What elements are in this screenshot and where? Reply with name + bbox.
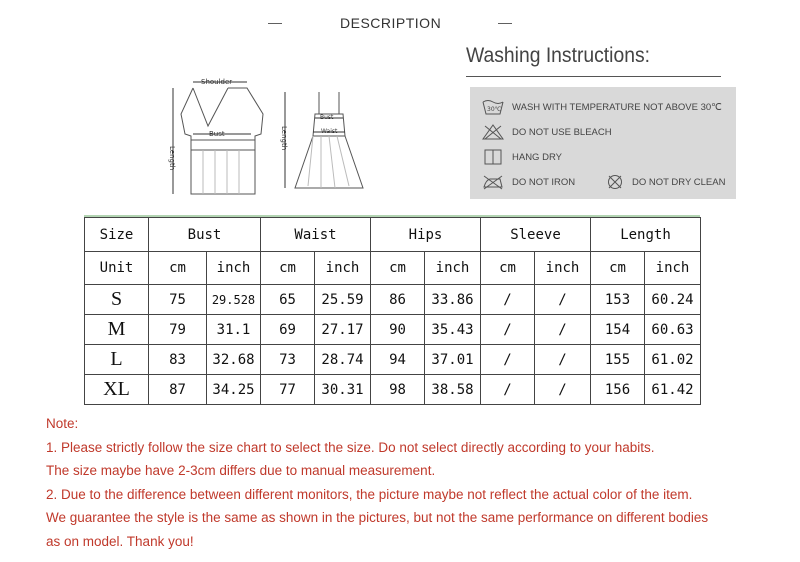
size-label: XL	[85, 375, 149, 405]
wash-item-temperature	[482, 99, 722, 115]
no-iron-icon	[482, 174, 504, 190]
wash-item-bleach-label: DO NOT USE BLEACH	[512, 126, 612, 138]
table-cell: 156	[591, 375, 645, 405]
no-dry-clean-icon	[606, 174, 624, 190]
svg-text:30℃: 30℃	[487, 106, 502, 113]
wash-item-dry-clean	[606, 174, 725, 190]
unit-cell: cm	[149, 252, 207, 285]
unit-cell: cm	[591, 252, 645, 285]
table-row	[85, 285, 701, 315]
table-cell: /	[481, 375, 535, 405]
table-cell: 28.74	[315, 345, 371, 375]
table-cell: 31.1	[207, 315, 261, 345]
header-dash-right: —	[498, 14, 512, 30]
wash-item-hang-dry	[482, 149, 562, 165]
note-line: 2. Due to the difference between different monitors, the picture maybe not reflect the actual color of the item.	[46, 486, 693, 502]
header-waist: Waist	[261, 218, 371, 252]
table-cell: 83	[149, 345, 207, 375]
table-cell: 27.17	[315, 315, 371, 345]
garment-measurement-diagram	[163, 74, 373, 206]
notes-section	[46, 412, 708, 553]
table-cell: 30.31	[315, 375, 371, 405]
unit-cell: inch	[315, 252, 371, 285]
diagram-dress-bust-label: Bust	[320, 114, 334, 121]
page-title: DESCRIPTION	[340, 15, 442, 31]
table-row	[85, 345, 701, 375]
header-sleeve: Sleeve	[481, 218, 591, 252]
table-cell: 69	[261, 315, 315, 345]
table-cell: 29.528	[207, 285, 261, 315]
hang-dry-icon	[482, 149, 504, 165]
diagram-length-label: Length	[168, 146, 176, 171]
table-cell: 77	[261, 375, 315, 405]
table-cell: 86	[371, 285, 425, 315]
header-size: Size	[85, 218, 149, 252]
note-line: 1. Please strictly follow the size chart to select the size. Do not select directly according to your habits.	[46, 439, 655, 455]
table-cell: 155	[591, 345, 645, 375]
table-cell: 35.43	[425, 315, 481, 345]
size-label: L	[85, 345, 149, 375]
wash-item-iron	[482, 174, 575, 190]
unit-cell: inch	[645, 252, 701, 285]
table-cell: /	[535, 285, 591, 315]
header-hips: Hips	[371, 218, 481, 252]
header-dash-left: —	[268, 14, 282, 30]
table-cell: /	[535, 345, 591, 375]
table-cell: 60.63	[645, 315, 701, 345]
table-cell: 33.86	[425, 285, 481, 315]
table-cell: 98	[371, 375, 425, 405]
unit-cell: cm	[261, 252, 315, 285]
wash-item-dry-clean-label: DO NOT DRY CLEAN	[632, 176, 726, 188]
size-label: S	[85, 285, 149, 315]
size-chart-table	[84, 217, 701, 405]
note-line: We guarantee the style is the same as shown in the pictures, but not the same performance on different bodies	[46, 510, 709, 525]
wash-item-bleach	[482, 124, 612, 140]
unit-cell: inch	[425, 252, 481, 285]
wash-item-hang-dry-label: HANG DRY	[512, 151, 562, 163]
table-cell: 34.25	[207, 375, 261, 405]
washing-title: Washing Instructions:	[466, 44, 650, 67]
diagram-dress-waist-label: Waist	[321, 128, 338, 135]
note-heading: Note:	[46, 416, 79, 431]
table-cell: 79	[149, 315, 207, 345]
unit-cell: cm	[481, 252, 535, 285]
unit-cell: inch	[535, 252, 591, 285]
table-cell: 61.02	[645, 345, 701, 375]
header-length: Length	[591, 218, 701, 252]
table-cell: /	[481, 345, 535, 375]
table-cell: 153	[591, 285, 645, 315]
size-label: M	[85, 315, 149, 345]
table-cell: 61.42	[645, 375, 701, 405]
table-cell: /	[481, 285, 535, 315]
table-cell: 38.58	[425, 375, 481, 405]
table-cell: 37.01	[425, 345, 481, 375]
table-cell: 60.24	[645, 285, 701, 315]
table-cell: 75	[149, 285, 207, 315]
note-line: The size maybe have 2-3cm differs due to manual measurement.	[46, 463, 436, 478]
wash-item-temperature-label: WASH WITH TEMPERATURE NOT ABOVE 30℃	[512, 101, 722, 113]
unit-cell: inch	[207, 252, 261, 285]
note-line: as on model. Thank you!	[46, 533, 194, 549]
header-bust: Bust	[149, 218, 261, 252]
table-unit-row	[85, 252, 701, 285]
diagram-bust-label: Bust	[209, 130, 225, 138]
wash-item-iron-label: DO NOT IRON	[512, 176, 576, 188]
table-cell: 25.59	[315, 285, 371, 315]
diagram-dress-length-label: Length	[280, 126, 288, 151]
unit-cell: Unit	[85, 252, 149, 285]
washing-divider	[466, 76, 721, 77]
table-cell: 90	[371, 315, 425, 345]
wash-30-icon	[482, 99, 504, 115]
table-cell: /	[535, 315, 591, 345]
table-cell: 87	[149, 375, 207, 405]
table-cell: /	[481, 315, 535, 345]
table-cell: 94	[371, 345, 425, 375]
table-cell: 154	[591, 315, 645, 345]
table-row	[85, 375, 701, 405]
table-cell: 73	[261, 345, 315, 375]
washing-panel	[470, 87, 736, 199]
diagram-shoulder-label: Shoulder	[201, 78, 233, 86]
unit-cell: cm	[371, 252, 425, 285]
description-header	[0, 14, 800, 34]
table-cell: /	[535, 375, 591, 405]
table-row	[85, 315, 701, 345]
table-cell: 32.68	[207, 345, 261, 375]
no-bleach-icon	[482, 124, 504, 140]
table-header-row	[85, 218, 701, 252]
table-cell: 65	[261, 285, 315, 315]
